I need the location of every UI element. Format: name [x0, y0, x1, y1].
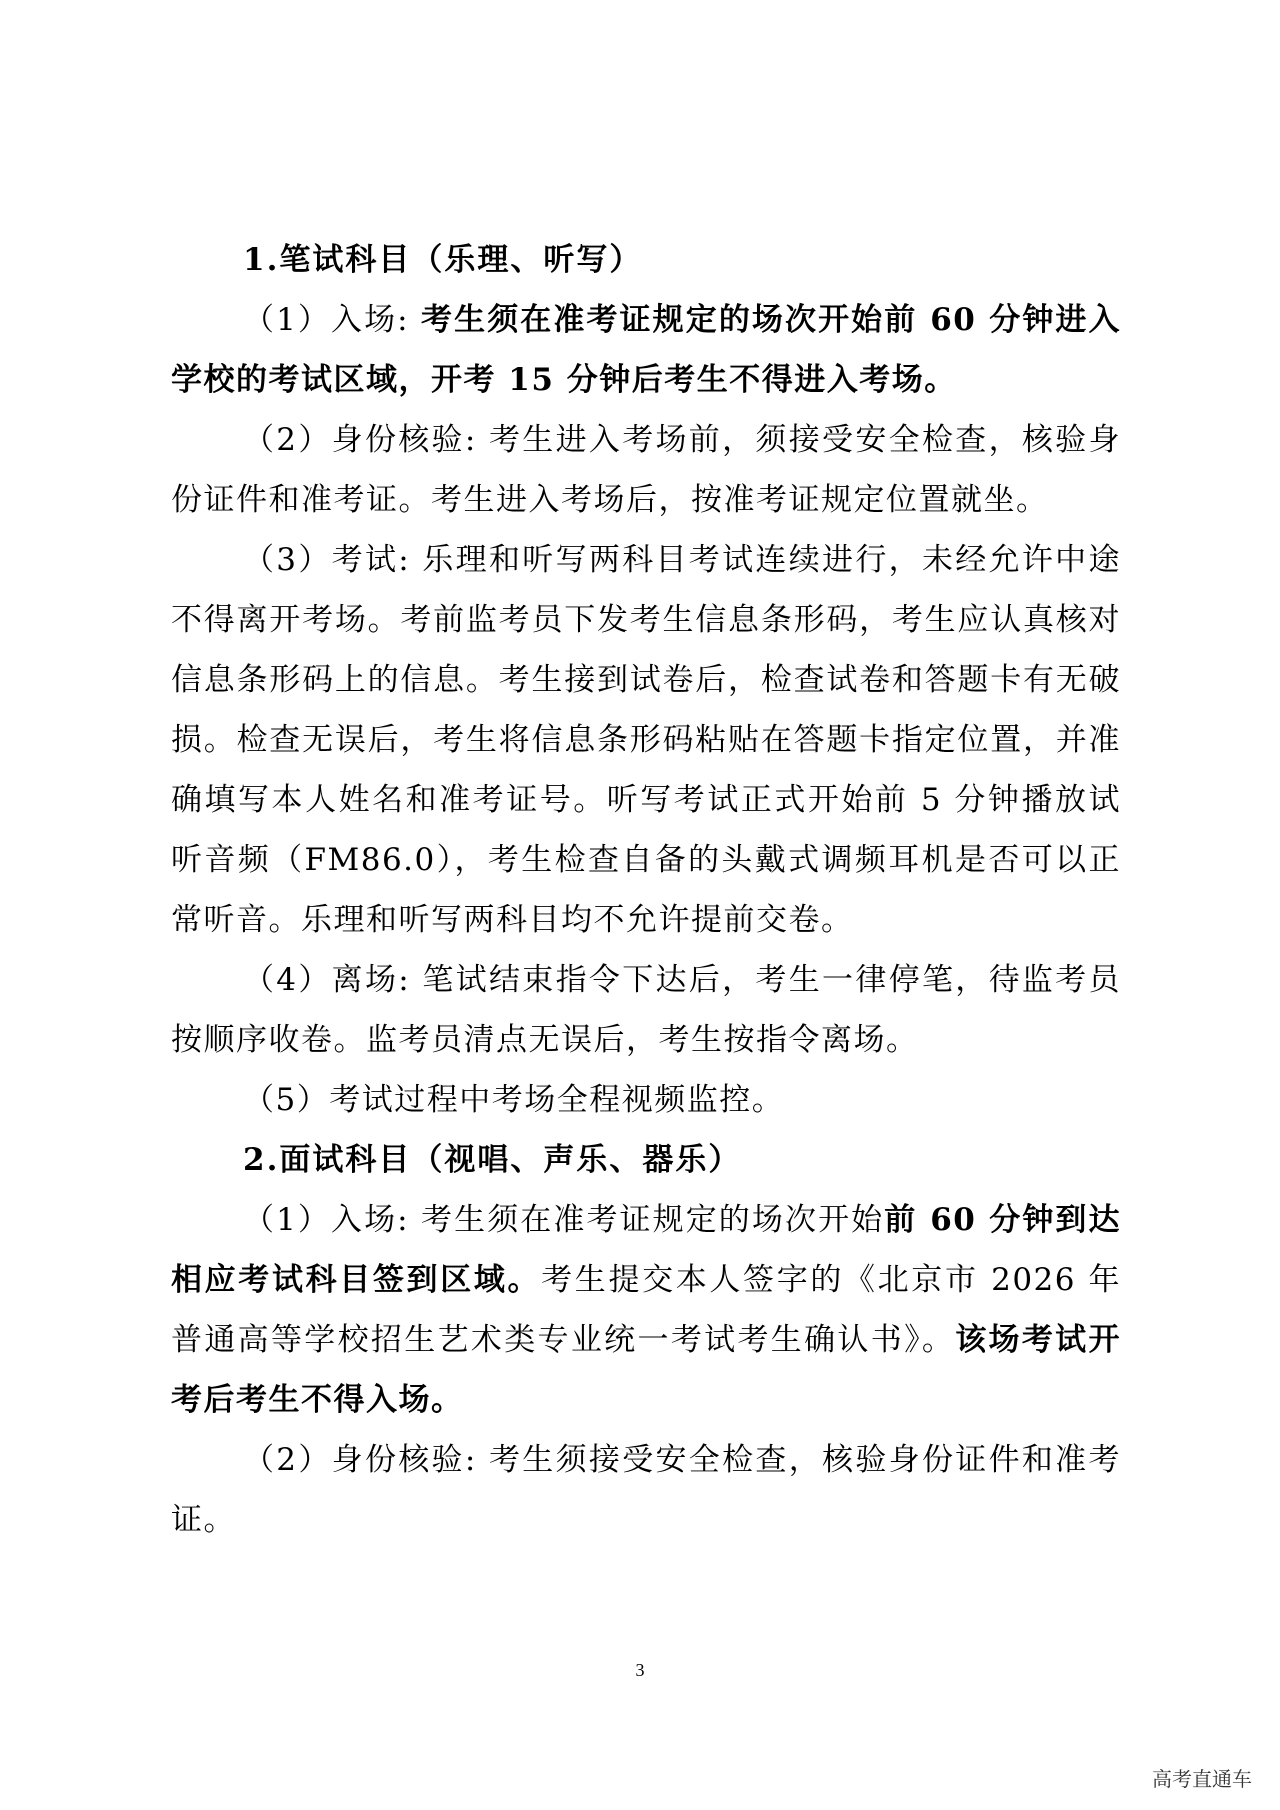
paragraph-entry-interview: [171, 1190, 1121, 1430]
bold-text: 前 60 分钟到达相应考试科目签到区域。: [171, 1202, 1121, 1298]
section-heading-interview: 2.面试科目（视唱、声乐、器乐）: [243, 1142, 742, 1178]
paragraph-entry-written: [171, 290, 1121, 410]
paragraph-label: （1）入场:: [243, 302, 422, 338]
document-body: [171, 230, 1121, 1550]
paragraph-text: 考生提交本人签字的《北京市 2026 年普通高等学校招生艺术类专业统一考试考生确认书》。: [171, 1262, 1122, 1358]
section-heading-written: 1.笔试科目（乐理、听写）: [243, 242, 643, 278]
paragraph-exit-written: （4）离场: 笔试结束指令下达后，考生一律停笔，待监考员按顺序收卷。监考员清点无误后，考生按指令离场。: [171, 962, 1121, 1058]
bold-text: 该场考试开考后考生不得入场。: [171, 1322, 1122, 1418]
paragraph-identity-check-interview: （2）身份核验: 考生须接受安全检查，核验身份证件和准考证。: [171, 1442, 1121, 1538]
paragraph-video-monitoring: （5）考试过程中考场全程视频监控。: [243, 1082, 785, 1118]
page-number: 3: [635, 1660, 645, 1680]
paragraph-exam-written: （3）考试: 乐理和听写两科目考试连续进行，未经允许中途不得离开考场。考前监考员下发考生信息条形码，考生应认真核对信息条形码上的信息。考生接到试卷后，检查试卷和答题卡有无破损。检查无误后，考生将信息条形码粘贴在答题卡指定位置，并准确填写本人姓名和准考证号。听写考试正式开始前 5 分钟播放试听音频（FM86.0），考生检查自备的头戴式调频耳机是否可以正常听音。乐理和听写两科目均不允许提前交卷。: [171, 542, 1121, 938]
watermark-text: 高考直通车: [1152, 1767, 1252, 1791]
paragraph-label: （1）入场: 考生须在准考证规定的场次开始: [243, 1202, 885, 1238]
bold-text: 考生须在准考证规定的场次开始前 60 分钟进入学校的考试区域，开考 15 分钟后考生不得进入考场。: [171, 302, 1121, 398]
paragraph-identity-check-written: （2）身份核验: 考生进入考场前，须接受安全检查，核验身份证件和准考证。考生进入考场后，按准考证规定位置就坐。: [171, 422, 1121, 518]
